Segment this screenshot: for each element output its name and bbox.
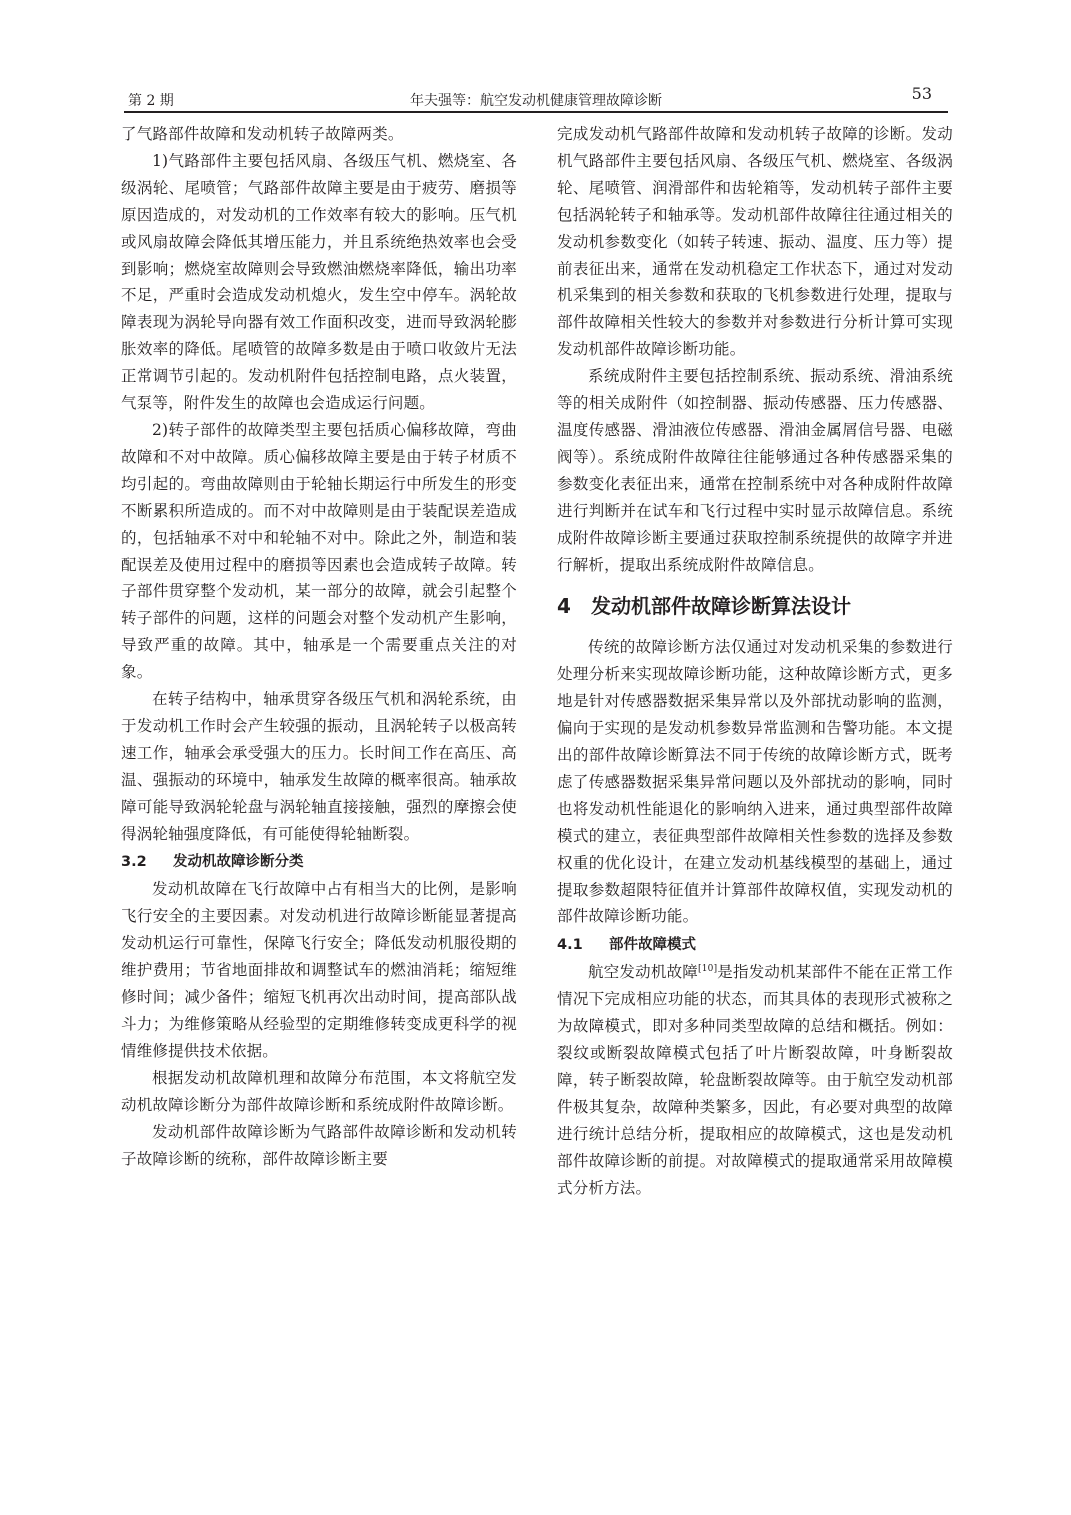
paragraph: 了气路部件故障和发动机转子故障两类。 bbox=[121, 125, 404, 143]
section-number: 3.2 bbox=[121, 854, 147, 871]
paragraph: 发动机部件故障诊断为气路部件故障诊断和发动机转子故障诊断的统称，部件故障诊断主要 bbox=[121, 1122, 517, 1168]
paragraph: 2)转子部件的故障类型主要包括质心偏移故障，弯曲故障和不对中故障。质心偏移故障主要是由于转子材质不均引起的。弯曲故障则由于轮轴长期运行中所发生的形变不断累积所造成的。而不对中故障则是由于装配误差造成的，包括轴承不对中和轮轴不对中。除此之外，制造和装配误差及使用过程中的磨损等因素也会造成转子故障。转子部件贯穿整个发动机，某一部分的故障，就会引起整个转子部件的问题，这样的问题会对整个发动机产生影响，导致严重的故障。其中，轴承是一个需要重点关注的对象。 bbox=[121, 420, 517, 682]
section-heading-4-1 bbox=[557, 932, 953, 958]
issue-number: 第 2 期 bbox=[128, 93, 174, 109]
paragraph: 传统的故障诊断方法仅通过对发动机采集的参数进行处理分析来实现故障诊断功能，这种故障诊断方式，更多地是针对传感器数据采集异常以及外部扰动影响的监测，偏向于实现的是发动机参数异常监测和告警功能。本文提出的部件故障诊断算法不同于传统的故障诊断方式，既考虑了传感器数据采集异常问题以及外部扰动的影响，同时也将发动机性能退化的影响纳入进来，通过典型部件故障模式的建立，表征典型部件故障相关性参数的选择及参数权重的优化设计，在建立发动机基线模型的基础上，通过提取参数超限特征值并计算部件故障权值，实现发动机的部件故障诊断功能。 bbox=[557, 638, 953, 926]
text-run: 是指发动机某部件不能在正常工作情况下完成相应功能的状态，而其具体的表现形式被称之为故障模式，即对多种同类型故障的总结和概括。例如：裂纹或断裂故障模式包括了叶片断裂故障，叶身断裂故障，转子断裂故障，轮盘断裂故障等。由于航空发动机部件极其复杂，故障种类繁多，因此，有必要对典型的故障进行统计总结分析，提取相应的故障模式，这也是发动机部件故障诊断的前提。对故障模式的提取通常采用故障模式分析方法。 bbox=[557, 963, 953, 1197]
section-number: 4 bbox=[557, 594, 571, 619]
left-column bbox=[121, 121, 517, 1172]
paragraph: 完成发动机气路部件故障和发动机转子故障的诊断。发动机气路部件主要包括风扇、各级压气机、燃烧室、各级涡轮、尾喷管、润滑部件和齿轮箱等，发动机转子部件主要包括涡轮转子和轴承等。发动机部件故障往往通过相关的发动机参数变化（如转子转速、振动、温度、压力等）提前表征出来，通常在发动机稳定工作状态下，通过对发动机采集到的相关参数和获取的飞机参数进行处理，提取与部件故障相关性较大的参数并对参数进行分析计算可实现发动机部件故障诊断功能。 bbox=[557, 125, 953, 359]
section-heading-4 bbox=[557, 592, 953, 620]
section-title: 发动机故障诊断分类 bbox=[173, 854, 304, 871]
running-header bbox=[124, 86, 948, 110]
paragraph: 在转子结构中，轴承贯穿各级压气机和涡轮系统，由于发动机工作时会产生较强的振动，且涡轮转子以极高转速工作，轴承会承受强大的压力。长时间工作在高压、高温、强振动的环境中，轴承发生故障的概率很高。轴承故障可能导致涡轮轮盘与涡轮轴直接接触，强烈的摩擦会使得涡轮轴强度降低，有可能使得轮轴断裂。 bbox=[121, 690, 517, 843]
paragraph: 根据发动机故障机理和故障分布范围，本文将航空发动机故障诊断分为部件故障诊断和系统成附件故障诊断。 bbox=[121, 1068, 517, 1114]
running-title: 年夫强等：航空发动机健康管理故障诊断 bbox=[410, 93, 662, 109]
page-number: 53 bbox=[911, 84, 932, 103]
section-title: 部件故障模式 bbox=[609, 937, 696, 954]
paragraph: 1)气路部件主要包括风扇、各级压气机、燃烧室、各级涡轮、尾喷管；气路部件故障主要是由于疲劳、磨损等原因造成的，对发动机的工作效率有较大的影响。压气机或风扇故障会降低其增压能力，并且系统绝热效率也会受到影响；燃烧室故障则会导致燃油燃烧率降低，输出功率不足，严重时会造成发动机熄火，发生空中停车。涡轮故障表现为涡轮导向器有效工作面积改变，进而导致涡轮膨胀效率的降低。尾喷管的故障多数是由于喷口收敛片无法正常调节引起的。发动机附件包括控制电路，点火装置，气泵等，附件发生的故障也会造成运行问题。 bbox=[121, 151, 517, 413]
citation-ref[interactable]: [10] bbox=[698, 964, 718, 975]
section-title: 发动机部件故障诊断算法设计 bbox=[591, 594, 851, 619]
paragraph: 发动机故障在飞行故障中占有相当大的比例，是影响飞行安全的主要因素。对发动机进行故障诊断能显著提高发动机运行可靠性，保障飞行安全；降低发动机服役期的维护费用；节省地面排故和调整试车的燃油消耗；缩短维修时间；减少备件；缩短飞机再次出动时间，提高部队战斗力；为维修策略从经验型的定期维修转变成更科学的视情维修提供技术依据。 bbox=[121, 880, 517, 1060]
section-heading-3-2 bbox=[121, 849, 517, 875]
paragraph: 系统成附件主要包括控制系统、振动系统、滑油系统等的相关成附件（如控制器、振动传感器、压力传感器、温度传感器、滑油液位传感器、滑油金属屑信号器、电磁阀等）。系统成附件故障往往能够通过各种传感器采集的参数变化表征出来，通常在控制系统中对各种成附件故障进行判断并在试车和飞行过程中实时显示故障信息。系统成附件故障诊断主要通过获取控制系统提供的故障字并进行解析，提取出系统成附件故障信息。 bbox=[557, 367, 953, 574]
section-number: 4.1 bbox=[557, 937, 583, 954]
text-run: 航空发动机故障 bbox=[588, 963, 698, 982]
header-rule bbox=[124, 111, 948, 113]
paragraph bbox=[557, 959, 953, 1201]
right-column bbox=[557, 121, 953, 1202]
